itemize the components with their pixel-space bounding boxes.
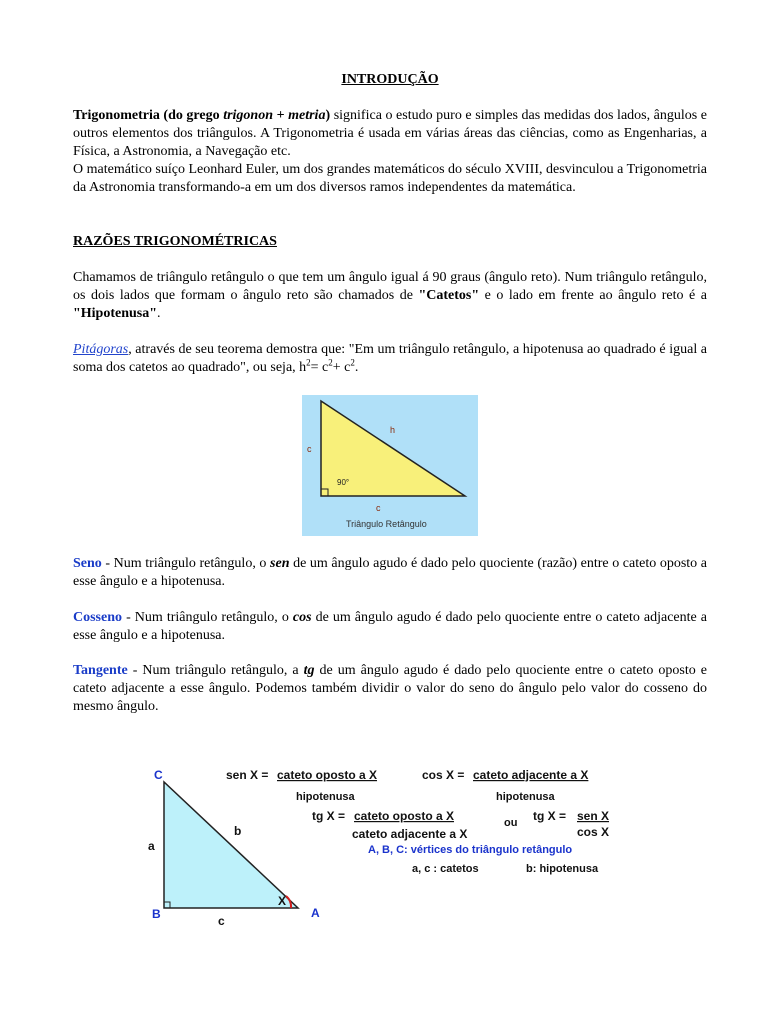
cos-denominator: hipotenusa [496, 791, 555, 803]
term-cosseno: Cosseno [73, 610, 123, 625]
sen-numerator: cateto oposto a X [277, 768, 378, 782]
tg-denominator: cateto adjacente a X [352, 827, 468, 841]
cos-numerator: cateto adjacente a X [473, 768, 589, 782]
label-90: 90° [337, 478, 350, 487]
cos-lhs: cos X = [422, 768, 465, 782]
legend-vertices: A, B, C: vértices do triângulo retângulo [368, 844, 573, 856]
triangle-figure-1 [302, 395, 478, 536]
tg2-numerator: sen X [577, 809, 610, 823]
paragraph-pitagoras: Pitágoras, através de seu teorema demostra que: "Em um triângulo retângulo, a hipotenusa ao quadrado é igual a soma dos catetos ao quadrado", ou seja, $h^2= c^2+ c^2$. [73, 342, 707, 375]
vertex-a: A [311, 906, 320, 920]
label-c-side: c [307, 444, 312, 454]
label-c-base: c [376, 503, 381, 513]
intro-text2: O matemático suíço Leonhard Euler, um dos grandes matemáticos do século XVIII, desvinculou a Trigonometria da Astronomia transformando-a em um dos diversos ramos independentes da matemática. [73, 162, 707, 195]
vertex-c: C [154, 768, 163, 782]
legend-catetos: a, c : catetos [412, 863, 479, 875]
legend-hipotenusa: b: hipotenusa [526, 863, 599, 875]
tg-lhs: tg X = [312, 809, 346, 823]
label-h: h [390, 425, 396, 435]
paragraph-triangulo: Chamamos de triângulo retângulo o que tem um ângulo igual á 90 graus (ângulo reto). Num triângulo retângulo, os dois lados que formam o ângulo reto são chamados de "Catetos" e o lado em frente ao ângulo reto é a "Hipotenusa". [73, 270, 708, 321]
paragraph-tangente: Tangente - Num triângulo retângulo, a tg de um ângulo agudo é dado pelo quociente entre o cateto oposto e cateto adjacente a esse ângulo. Podemos também dividir o valor do seno do ângulo pelo valor do cosseno do mesmo ângulo. [73, 663, 707, 714]
angle-x: X [278, 894, 287, 908]
section-title: RAZÕES TRIGONOMÉTRICAS [73, 234, 277, 249]
intro-bold: Trigonometria (do grego trigonon + metria) [73, 108, 331, 123]
trig-ratios-figure [146, 755, 636, 935]
vertex-b: B [152, 907, 161, 921]
side-b: b [234, 824, 242, 838]
side-c: c [218, 914, 225, 928]
figure1-caption: Triângulo Retângulo [346, 519, 427, 529]
term-tangente: Tangente [73, 663, 128, 678]
side-a: a [148, 839, 155, 853]
paragraph-cosseno: Cosseno - Num triângulo retângulo, o cos de um ângulo agudo é dado pelo quociente entre o cateto adjacente a esse ângulo e a hipotenusa. [73, 610, 707, 643]
intro-paragraph: Trigonometria (do grego trigonon + metria) significa o estudo puro e simples das medidas dos lados, ângulos e outros elementos dos triângulos. A Trigonometria é usada em várias áreas das ciências, como as Engenharias, a Física, a Astronomia, a Navegação etc. O matemático suíço Leonhard Euler, um dos grandes matemáticos do século XVIII, desvinculou a Trigonometria da Astronomia transformando-a em um dos diversos ramos independentes da matemática. [73, 108, 708, 195]
sen-denominator: hipotenusa [296, 791, 355, 803]
term-seno: Seno [73, 556, 102, 571]
page-title: INTRODUÇÃO [341, 72, 439, 87]
cyan-triangle [164, 782, 298, 908]
tg2-lhs: tg X = [533, 809, 567, 823]
tg-numerator: cateto oposto a X [354, 809, 455, 823]
paragraph-seno: Seno - Num triângulo retângulo, o sen de um ângulo agudo é dado pelo quociente (razão) entre o cateto oposto a esse ângulo e a hipotenusa. [73, 556, 708, 589]
tg2-denominator: cos X [577, 825, 610, 839]
ou-label: ou [504, 817, 518, 829]
pitagoras-link[interactable]: Pitágoras [73, 342, 129, 357]
sen-lhs: sen X = [226, 768, 269, 782]
